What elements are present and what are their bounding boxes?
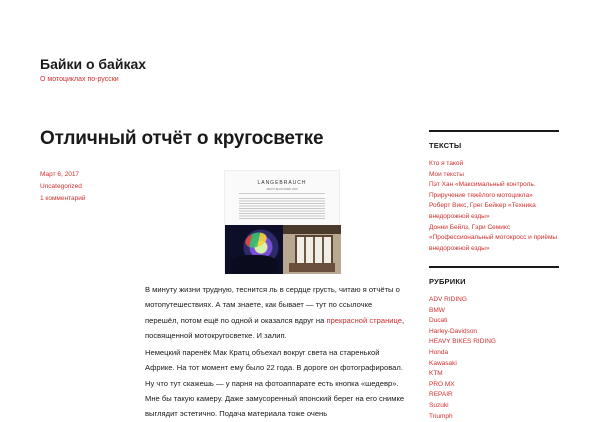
featured-image [224, 170, 340, 273]
site-description: О мотоциклах по-русски [40, 76, 119, 83]
paragraph-1-text-end: , посвященной мотокругосветке. И залип. [145, 315, 405, 340]
rubric-item[interactable]: KTM [429, 370, 443, 378]
paragraph-1-text: В минуту жизни трудную, теснится ль в сердце грусть, читаю я отчёты о мотопутешествиях. А там знаете, как бывает — тут по ссылочке перешёл, потом ещё по одной и оказался вдруг на [145, 285, 400, 325]
rubric-item[interactable]: Kawasaki [429, 359, 457, 367]
texts-item-pat-hahn[interactable]: Пэт Хан «Максимальный контроль. Приручение тяжёлого мотоцикла» [429, 181, 536, 199]
rubric-item[interactable]: Triumph [429, 412, 453, 420]
site-title[interactable]: Байки о байках [40, 56, 147, 72]
rubric-item[interactable]: Ducati [429, 317, 448, 325]
widget-texts [429, 130, 559, 254]
widget-rubrics-title: РУБРИКИ [429, 277, 466, 286]
texts-item-about[interactable]: Кто я такой [429, 160, 464, 167]
image-divider [239, 193, 325, 194]
rubrics-list [429, 295, 559, 422]
rubric-item[interactable]: HEAVY BIKES RIDING [429, 338, 496, 346]
image-header-text: LANGEBRAUCH [257, 180, 307, 186]
texts-item-bales-semics[interactable]: Донни Бейлз, Гэри Семикс «Профессиональный мотокросс и приёмы внедорожной езды» [429, 223, 558, 252]
rubric-item[interactable]: ADV RIDING [429, 296, 467, 303]
widget-divider [429, 266, 559, 268]
rubric-item[interactable]: Honda [429, 348, 449, 356]
rubric-item[interactable]: BMW [429, 306, 445, 314]
post-comments-link[interactable]: 1 комментарий [40, 195, 86, 202]
image-photo-paraglider [225, 225, 283, 274]
rubric-item[interactable]: PRO MX [429, 380, 455, 388]
image-text-block [239, 198, 325, 220]
post-paragraph-2: Немецкий паренёк Мак Кратц объехал вокруг света на старенькой Африке. На тот момент ему было 22 года. В дороге он фотографировал. Ну что тут скажешь — у парня на фотоаппарате есть кнопка «шедевр». Мне бы такую камеру. Даже замусоренный японский берег на его снимке выглядит эстетично. Подача материала тоже очень [145, 348, 405, 419]
texts-item-my-texts[interactable]: Мои тексты [429, 170, 464, 178]
widget-rubrics [429, 266, 559, 422]
widget-texts-title: ТЕКСТЫ [429, 141, 462, 150]
rubric-item[interactable]: Suzuki [429, 401, 449, 409]
texts-list [429, 159, 559, 254]
image-subheader-text: ABOUT BLOG WORK JOIN [266, 188, 298, 191]
post-title[interactable]: Отличный отчёт о кругосветке [40, 128, 324, 149]
rubric-item[interactable]: REPAIR [429, 391, 453, 399]
texts-item-wicks-baker[interactable]: Роберт Викс, Грег Бейкер «Техника внедорожной езды» [429, 202, 536, 220]
post-category-link[interactable]: Uncategorized [40, 183, 82, 190]
beautiful-page-link[interactable]: прекрасной странице [326, 315, 402, 325]
widget-divider [429, 130, 559, 132]
post-date-link[interactable]: Март 6, 2017 [40, 171, 80, 178]
rubric-item[interactable]: Harley-Davidson [429, 327, 478, 335]
post-paragraph-1 [145, 282, 405, 343]
image-photo-window [283, 225, 341, 274]
